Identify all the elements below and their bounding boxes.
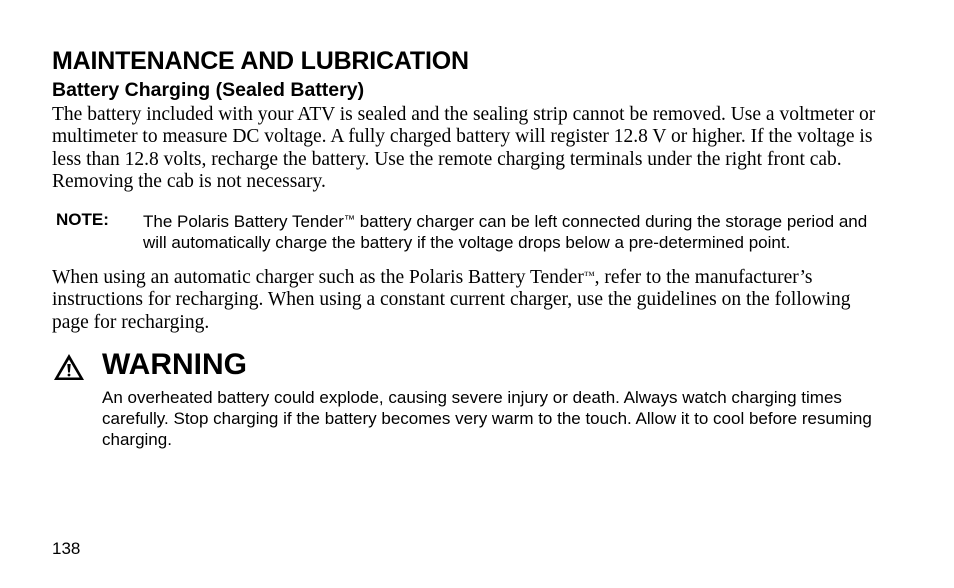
note-label: NOTE: (56, 210, 109, 230)
charger-paragraph-end: , refer to the manufacturer’s instructions for recharging. When using a constant current charger, use the guidelines on the following page for recharging. (52, 267, 851, 333)
section-title: MAINTENANCE AND LUBRICATION (52, 47, 469, 75)
note-text (143, 210, 888, 253)
note-block (56, 210, 892, 253)
warning-title: WARNING (102, 348, 247, 382)
warning-text: An overheated battery could explode, causing severe injury or death. Always watch charging times carefully. Stop charging if the battery becomes very warm to the touch. Allow it to cool before resuming charging. (102, 388, 872, 450)
note-text-start: The Polaris Battery Tender (143, 212, 344, 232)
page-number: 138 (52, 539, 81, 558)
trademark-symbol: ™ (343, 214, 355, 227)
trademark-symbol: ™ (583, 270, 595, 283)
warning-header (52, 347, 892, 383)
intro-paragraph: The battery included with your ATV is sealed and the sealing strip cannot be removed. Use a voltmeter or multimeter to measure DC voltage. A fully charged battery will register 12.8 V or higher. If the voltage is less than 12.8 volts, recharge the battery. Use the remote charging terminals under the right front cab. Removing the cab is not necessary. (52, 104, 876, 192)
warning-triangle-icon (52, 352, 86, 382)
manual-page (52, 46, 892, 450)
subsection-title: Battery Charging (Sealed Battery) (52, 79, 365, 101)
note-text-end: battery charger can be left connected during the storage period and will automatically charge the battery if the voltage drops below a pre-determined point. (143, 212, 868, 252)
charger-paragraph-start: When using an automatic charger such as the Polaris Battery Tender (52, 267, 584, 289)
charger-paragraph (52, 265, 888, 334)
